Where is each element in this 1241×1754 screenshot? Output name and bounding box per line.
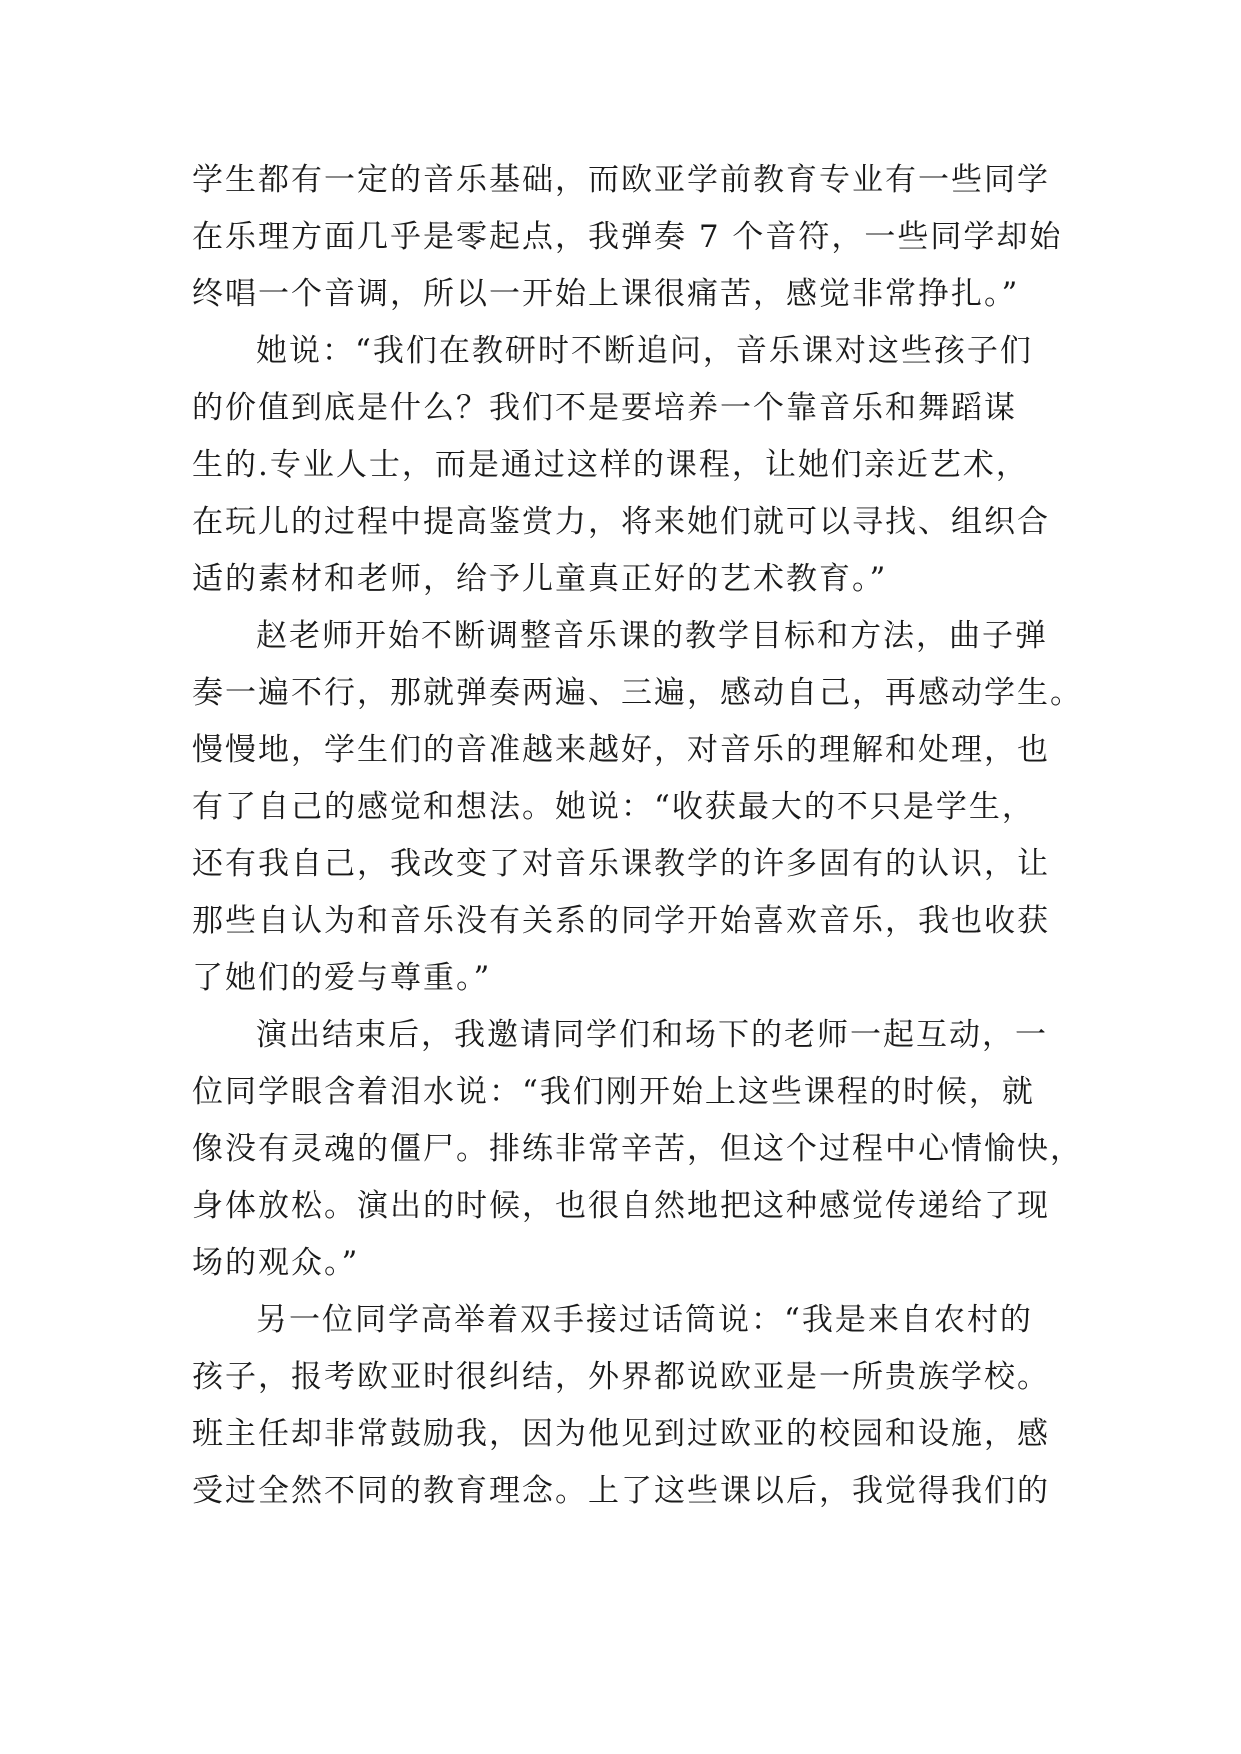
text-line: 位同学眼含着泪水说：“我们刚开始上这些课程的时候，就	[192, 1074, 1035, 1110]
text-line: 终唱一个音调，所以一开始上课很痛苦，感觉非常挣扎。”	[192, 276, 1020, 312]
text-line: 在乐理方面几乎是零起点，我弹奏 7 个音符，一些同学却始	[192, 219, 1063, 255]
text-line: 那些自认为和音乐没有关系的同学开始喜欢音乐，我也收获	[192, 903, 1050, 939]
text-line: 奏一遍不行，那就弹奏两遍、三遍，感动自己，再感动学生。	[192, 675, 1083, 711]
text-line: 场的观众。”	[192, 1245, 360, 1281]
text-line: 另一位同学高举着双手接过话筒说：“我是来自农村的	[256, 1302, 1033, 1338]
text-line: 了她们的爱与尊重。”	[192, 960, 492, 996]
text-line: 受过全然不同的教育理念。上了这些课以后，我觉得我们的	[192, 1473, 1050, 1509]
text-line: 身体放松。演出的时候，也很自然地把这种感觉传递给了现	[192, 1188, 1050, 1224]
text-line: 学生都有一定的音乐基础，而欧亚学前教育专业有一些同学	[192, 162, 1050, 198]
body-text	[192, 152, 1083, 1520]
text-line: 生的.专业人士，而是通过这样的课程，让她们亲近艺术，	[192, 447, 1029, 483]
text-line: 演出结束后，我邀请同学们和场下的老师一起互动，一	[256, 1017, 1048, 1053]
text-line: 还有我自己，我改变了对音乐课教学的许多固有的认识，让	[192, 846, 1050, 882]
text-line: 像没有灵魂的僵尸。排练非常辛苦，但这个过程中心情愉快，	[192, 1131, 1083, 1167]
text-line: 赵老师开始不断调整音乐课的教学目标和方法，曲子弹	[256, 618, 1048, 654]
text-line: 适的素材和老师，给予儿童真正好的艺术教育。”	[192, 561, 888, 597]
text-line: 她说：“我们在教研时不断追问，音乐课对这些孩子们	[256, 333, 1033, 369]
text-line: 的价值到底是什么？我们不是要培养一个靠音乐和舞蹈谋	[192, 390, 1017, 426]
text-line: 在玩儿的过程中提高鉴赏力，将来她们就可以寻找、组织合	[192, 504, 1050, 540]
text-line: 班主任却非常鼓励我，因为他见到过欧亚的校园和设施，感	[192, 1416, 1050, 1452]
text-line: 孩子，报考欧亚时很纠结，外界都说欧亚是一所贵族学校。	[192, 1359, 1050, 1395]
text-line: 慢慢地，学生们的音准越来越好，对音乐的理解和处理，也	[192, 732, 1050, 768]
text-line: 有了自己的感觉和想法。她说：“收获最大的不只是学生，	[192, 789, 1035, 825]
